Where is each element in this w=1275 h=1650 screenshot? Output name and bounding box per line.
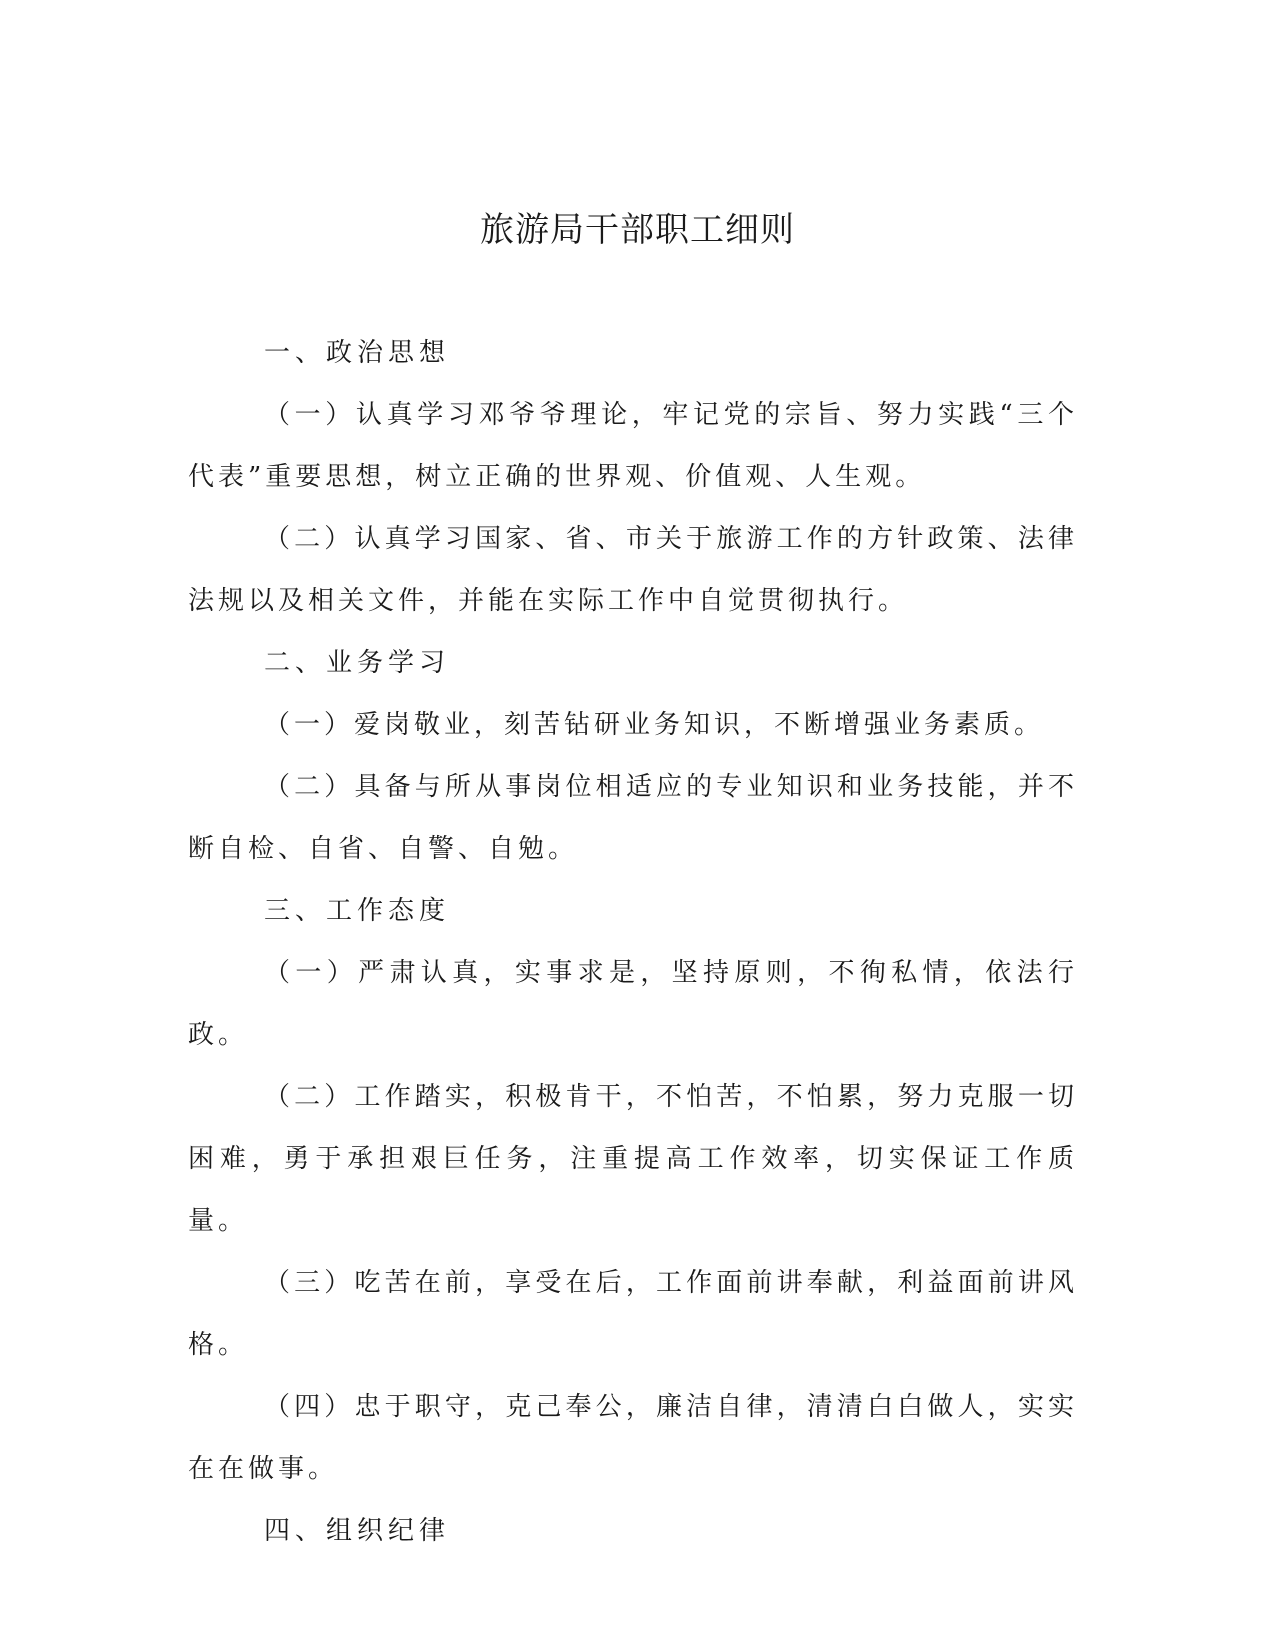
paragraph-attitude-4: （四）忠于职守，克己奉公，廉洁自律，清清白白做人，实实在在做事。 — [188, 1392, 1078, 1484]
section-heading-study: 二、业务学习 — [264, 648, 451, 678]
paragraph-attitude-1: （一）严肃认真，实事求是，坚持原则，不徇私情，依法行政。 — [188, 958, 1078, 1050]
section-heading-attitude: 三、工作态度 — [264, 896, 451, 926]
paragraph-study-1: （一）爱岗敬业，刻苦钻研业务知识，不断增强业务素质。 — [264, 710, 1045, 740]
section-heading-political: 一、政治思想 — [264, 338, 451, 368]
paragraph-attitude-3: （三）吃苦在前，享受在后，工作面前讲奉献，利益面前讲风格。 — [188, 1268, 1078, 1360]
paragraph-study-2: （二）具备与所从事岗位相适应的专业知识和业务技能，并不断自检、自省、自警、自勉。 — [188, 772, 1078, 864]
paragraph-political-2: （二）认真学习国家、省、市关于旅游工作的方针政策、法律法规以及相关文件，并能在实际工作中自觉贯彻执行。 — [188, 524, 1078, 616]
paragraph-political-1: （一）认真学习邓爷爷理论，牢记党的宗旨、努力实践“三个代表”重要思想，树立正确的世界观、价值观、人生观。 — [188, 400, 1078, 492]
document-title: 旅游局干部职工细则 — [480, 210, 795, 250]
document-body — [188, 322, 1078, 1562]
section-heading-discipline: 四、组织纪律 — [264, 1516, 451, 1546]
paragraph-attitude-2: （二）工作踏实，积极肯干，不怕苦，不怕累，努力克服一切困难，勇于承担艰巨任务，注重提高工作效率，切实保证工作质量。 — [188, 1082, 1078, 1236]
